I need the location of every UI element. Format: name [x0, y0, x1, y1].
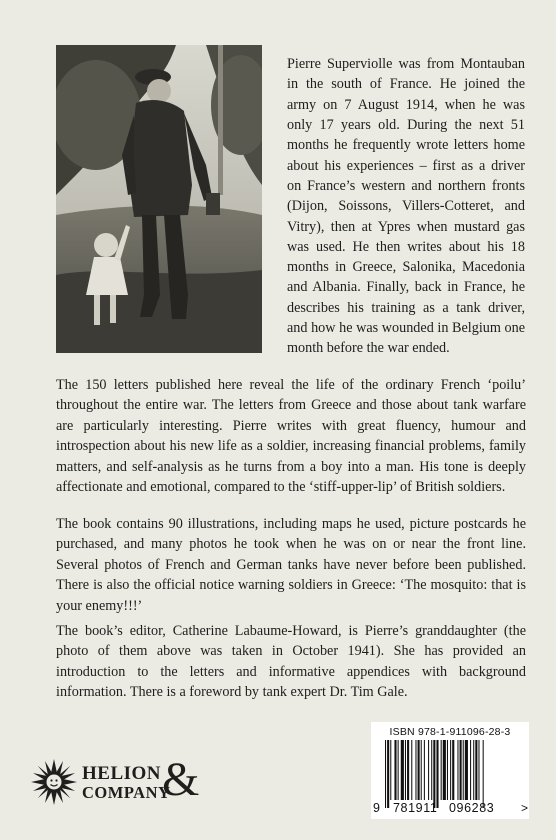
body-paragraph-editor: The book’s editor, Catherine Labaume-Howard, is Pierre’s granddaughter (the photo of them above was taken in October 1941). She has provided an introduction to the letters and informative appendices with background information. There is a foreword by tank expert Dr. Tim Gale.	[56, 623, 526, 701]
barcode-bar	[447, 740, 448, 800]
sepia-photo-man-and-child	[56, 45, 262, 353]
publisher-ampersand: &	[162, 753, 200, 806]
isbn-number: ISBN 978-1-911096-28-3	[389, 726, 511, 738]
barcode-bar	[443, 740, 446, 800]
barcode-bar	[385, 740, 386, 808]
sunburst-emblem-icon	[30, 758, 78, 806]
barcode-bar	[465, 740, 468, 800]
barcode-bar	[478, 740, 479, 800]
barcode-bar	[483, 740, 484, 808]
body-paragraph-letters: The 150 letters published here reveal the life of the ordinary French ‘poilu’ throughout the entire war. The letters from Greece and those about tank warfare are particularly interesting. Pierre writes with great fluency, humour and introspection about his new life as a soldier, increasing financial problems, family matters, and self-analysis as he turns from a boy into a man. His tone is deeply affectionate and emotional, compared to the ‘stiff-upper-lip’ of British soldiers.	[56, 377, 526, 496]
barcode-bar	[441, 740, 442, 800]
body-paragraph-illustrations: The book contains 90 illustrations, including maps he used, picture postcards he purchased, and many photos he took when he was on or near the front line. Several photos of French and German tanks have never before been published. There is also the official notice warning soldiers in Greece: ‘The mosquito: that is your enemy!!!’	[56, 516, 526, 614]
barcode-bar	[394, 740, 396, 800]
isbn-barcode	[371, 722, 529, 819]
publisher-logo	[30, 753, 240, 808]
barcode-bar	[433, 740, 435, 808]
barcode-bar	[421, 740, 422, 800]
barcode-bar	[431, 740, 432, 800]
barcode-bar	[405, 740, 406, 800]
barcode-digit-group-2: 096283	[449, 801, 495, 815]
barcode-bar	[475, 740, 477, 800]
barcode-bar	[457, 740, 458, 800]
barcode-bar	[418, 740, 420, 800]
barcode-bar	[390, 740, 391, 800]
barcode-bar	[424, 740, 425, 800]
barcode-bar	[428, 740, 429, 800]
barcode-bar	[415, 740, 416, 800]
barcode-bar	[407, 740, 409, 800]
barcode-lead-digit: 9	[373, 801, 381, 815]
barcode-digit-group-1: 781911	[393, 801, 438, 815]
publisher-name-line2: COMPANY	[82, 783, 171, 802]
barcode-bar	[436, 740, 438, 808]
barcode-bar	[473, 740, 474, 800]
intro-paragraph: Pierre Superviolle was from Montauban in the south of France. He joined the army on 7 August 1914, when he was only 17 years old. During the next 51 months he frequently wrote letters home about his experiences – first as a driver on France’s western and northern fronts (Dijon, Soissons, Villers-Cotteret, and Vitry), then at Ypres when mustard gas was used. He then writes about his 18 months in Greece, Salonika, Macedonia and Albania. Finally, back in France, he describes his training as a tank driver, and how he was wounded in Belgium one month before the war ended.	[287, 56, 525, 357]
barcode-bar	[450, 740, 451, 800]
barcode-bar	[460, 740, 462, 800]
barcode-bar	[452, 740, 454, 800]
barcode-bar	[411, 740, 412, 800]
publisher-name-line1: HELION	[82, 763, 162, 784]
barcode-bar	[470, 740, 471, 800]
barcode-arrow: >	[521, 801, 529, 815]
photo-illustration	[56, 45, 262, 353]
barcode-bar	[398, 740, 399, 800]
barcode-bar	[401, 740, 404, 800]
barcode-bar	[463, 740, 464, 800]
barcode-bar	[387, 740, 389, 808]
